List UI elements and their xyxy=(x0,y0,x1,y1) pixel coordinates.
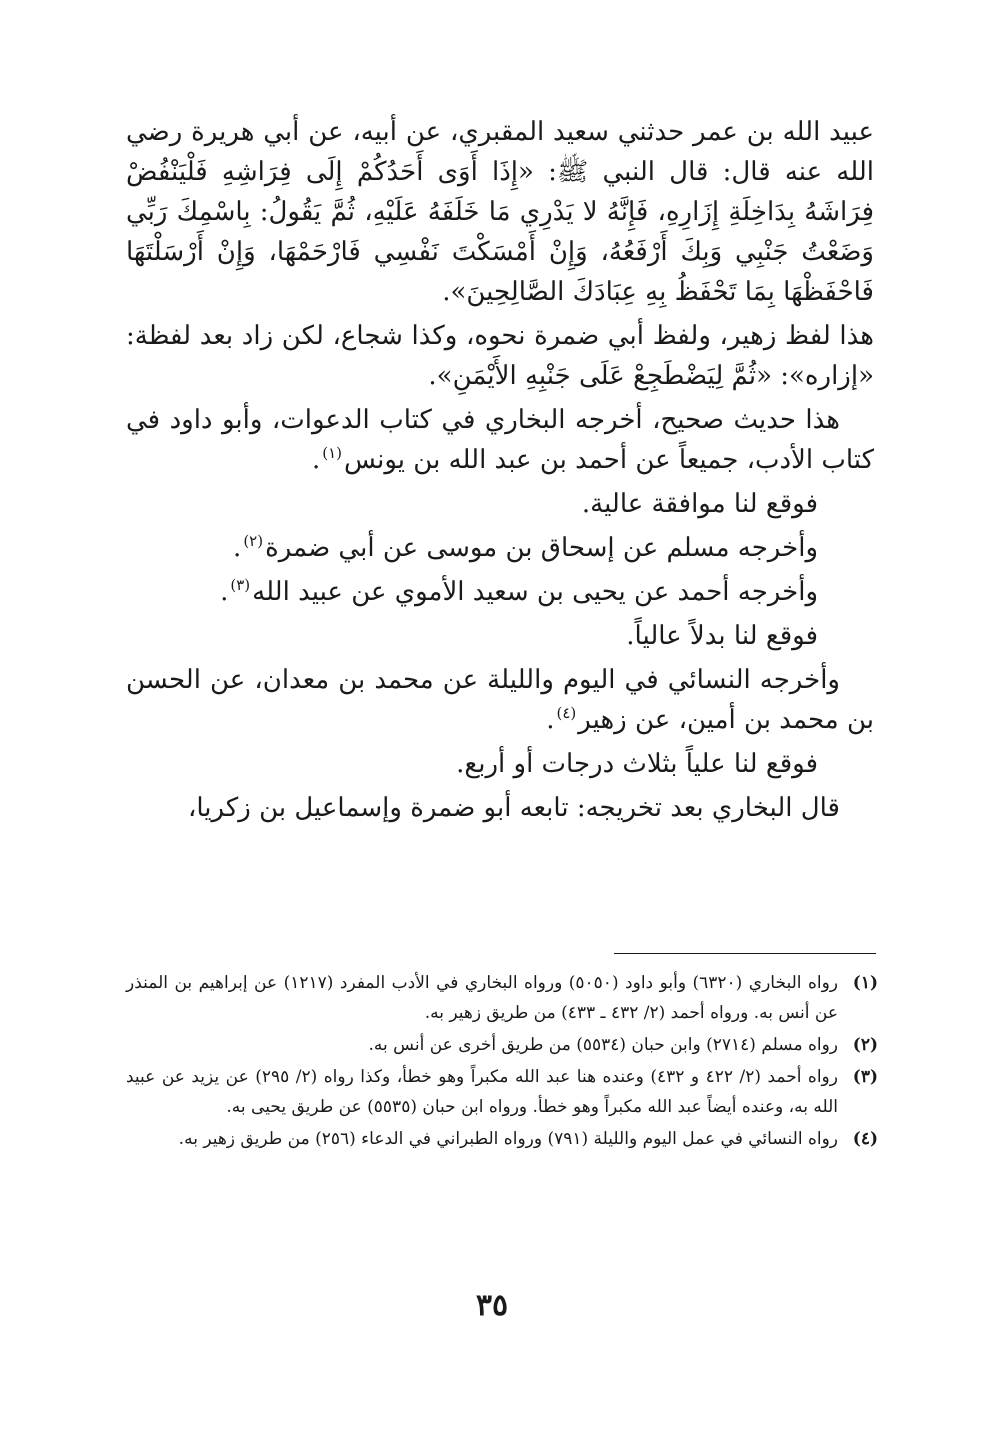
paragraph-text: فوقع لنا بدلاً عالياً. xyxy=(626,621,818,651)
paragraph-text: عبيد الله بن عمر حدثني سعيد المقبري، عن أبيه، عن أبي هريرة رضي الله عنه قال: قال النبي ﷺ: «إِذَا أَوَى أَحَدُكُمْ إِلَى فِرَاشِهِ فَلْيَنْفُضْ فِرَاشَهُ بِدَاخِلَةِ إِزَارِهِ، فَإِنَّهُ لا يَدْرِي مَا خَلَفَهُ عَلَيْهِ، ثُمَّ يَقُولُ: بِاسْمِكَ رَبِّي وَضَعْتُ جَنْبِي وَبِكَ أَرْفَعُهُ، وَإِنْ أَمْسَكْتَ نَفْسِي فَارْحَمْهَا، وَإِنْ أَرْسَلْتَهَا فَاحْفَظْهَا بِمَا تَحْفَظُ بِهِ عِبَادَكَ الصَّالِحِينَ». xyxy=(126,117,874,307)
paragraph-text: وأخرجه النسائي في اليوم والليلة عن محمد بن معدان، عن الحسن بن محمد بن أمين، عن زهير xyxy=(126,665,874,735)
footnote-text: رواه مسلم (٢٧١٤) وابن حبان (٥٥٣٤) من طريق أخرى عن أنس به. xyxy=(368,1035,838,1055)
footnote-text: رواه النسائي في عمل اليوم والليلة (٧٩١) ورواه الطبراني في الدعاء (٢٥٦) من طريق زهير به. xyxy=(178,1129,838,1149)
paragraph-wording-note xyxy=(126,316,874,396)
footnote-number: (٣) xyxy=(852,1067,878,1087)
paragraph-text: هذا لفظ زهير، ولفظ أبي ضمرة نحوه، وكذا شجاع، لكن زاد بعد لفظة: «إزاره»: «ثُمَّ لِيَضْطَجِعْ عَلَى جَنْبِهِ الأَيْمَنِ». xyxy=(126,321,874,391)
footnote-reference-4: (٤) xyxy=(556,704,577,723)
paragraph-text: فوقع لنا علياً بثلاث درجات أو أربع. xyxy=(456,749,818,779)
footnotes xyxy=(126,968,878,1156)
paragraph-badal xyxy=(126,616,874,656)
main-text xyxy=(126,112,874,832)
paragraph-hadith xyxy=(126,112,874,312)
footnote-reference-3: (٣) xyxy=(230,576,251,595)
end-dot: . xyxy=(546,705,555,735)
paragraph-authenticity xyxy=(126,400,874,480)
page-number: ٣٥ xyxy=(475,1288,509,1323)
paragraph-text: فوقع لنا موافقة عالية. xyxy=(581,489,818,519)
paragraph-bukhari-comment xyxy=(126,788,874,828)
footnote-number: (٤) xyxy=(852,1129,878,1149)
footnote-2 xyxy=(126,1030,878,1060)
paragraph-text: وأخرجه مسلم عن إسحاق بن موسى عن أبي ضمرة xyxy=(265,533,818,563)
paragraph-uluw xyxy=(126,744,874,784)
paragraph-ahmad xyxy=(126,572,874,612)
footnote-reference-1: (١) xyxy=(322,444,342,463)
footnote-1 xyxy=(126,968,878,1028)
footnote-text: رواه البخاري (٦٣٢٠) وأبو داود (٥٠٥٠) ورواه البخاري في الأدب المفرد (١٢١٧) عن إبراهيم بن المنذر عن أنس به. ورواه أحمد (٢/ ٤٣٢ ـ ٤٣٣) من طريق زهير به. xyxy=(126,973,838,1023)
footnote-3 xyxy=(126,1062,878,1122)
paragraph-nasai xyxy=(126,660,874,740)
footnote-4 xyxy=(126,1124,878,1154)
paragraph-text: قال البخاري بعد تخريجه: تابعه أبو ضمرة وإسماعيل بن زكريا، xyxy=(187,793,840,823)
end-dot: . xyxy=(233,533,242,563)
footnote-number: (٢) xyxy=(852,1035,878,1055)
paragraph-muslim xyxy=(126,528,874,568)
paragraph-text: هذا حديث صحيح، أخرجه البخاري في كتاب الدعوات، وأبو داود في كتاب الأدب، جميعاً عن أحمد بن عبد الله بن يونس xyxy=(126,405,874,475)
paragraph-text: وأخرجه أحمد عن يحيى بن سعيد الأموي عن عبيد الله xyxy=(252,577,818,607)
end-dot: . xyxy=(311,445,321,475)
footnote-text: رواه أحمد (٢/ ٤٢٢ و ٤٣٢) وعنده هنا عبد الله مكبراً وهو خطأ، وكذا رواه (٢/ ٢٩٥) عن يزيد عن عبيد الله به، وعنده أيضاً عبد الله مكبراً وهو خطأ. ورواه ابن حبان (٥٥٣٥) عن طريق يحيى به. xyxy=(126,1067,838,1117)
end-dot: . xyxy=(220,577,229,607)
footnote-reference-2: (٢) xyxy=(243,532,264,551)
footnote-number: (١) xyxy=(852,973,878,993)
footnote-separator xyxy=(614,953,876,954)
paragraph-muwafaqa xyxy=(126,484,874,524)
